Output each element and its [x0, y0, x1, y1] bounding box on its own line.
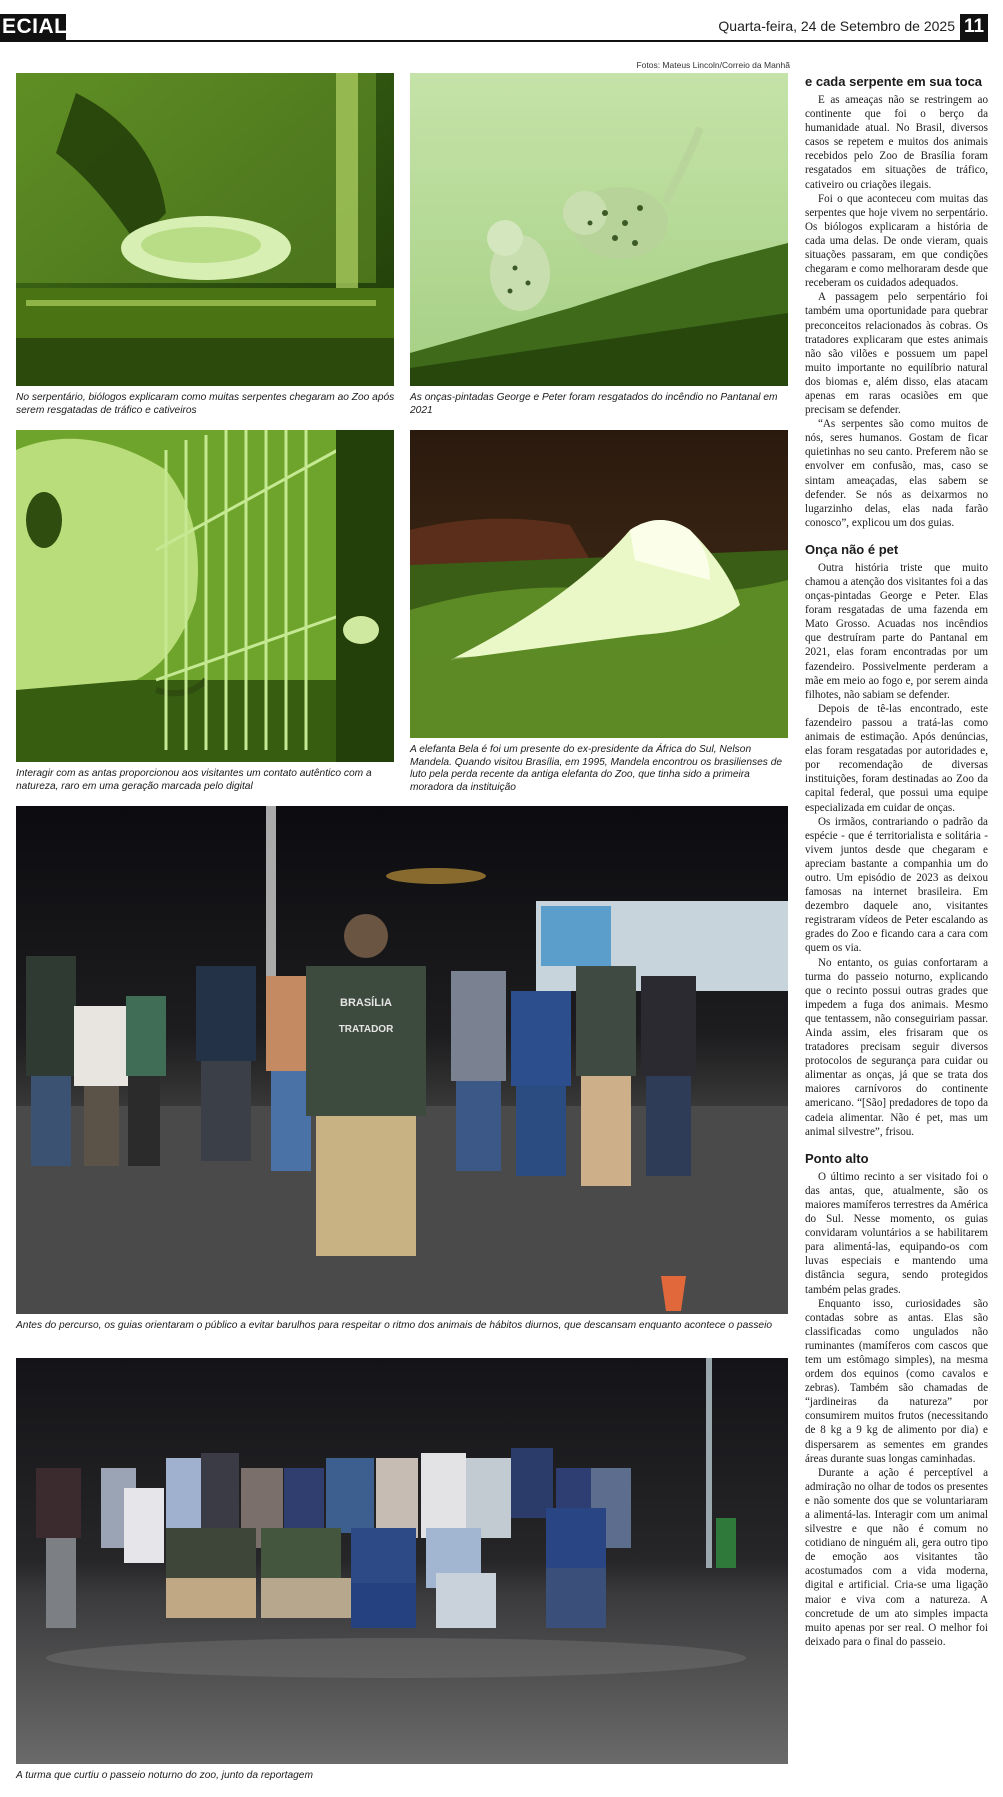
serpentarium-photo [16, 73, 394, 386]
article-paragraph: Foi o que aconteceu com muitas das serpentes que hoje vivem no serpentário. Os biólogos explicaram a história de cada uma delas. De onde vieram, quais situações passaram, em que condições chegaram e como melhoraram desde que receberam os cuidados adequados. [805, 192, 988, 290]
section-tag: ECIAL [2, 15, 68, 38]
article-heading-ponto-alto: Ponto alto [805, 1150, 869, 1166]
shirt-role-text: TRATADOR [338, 1024, 394, 1035]
article-paragraph: Os irmãos, contrariando o padrão da espécie - que é territorialista e solitária - vivem juntos desde que chegaram e apreciam bastante a companhia um do outro. Um episódio de 2023 as deixou famosas na internet brasileira. Em dezembro daquele ano, visitantes registraram vídeos de Peter escalando as grades do Zoo e ficando cara a cara com quem os via. [805, 815, 988, 955]
article-heading-onca: Onça não é pet [805, 541, 899, 557]
caption-jaguars: As onças-pintadas George e Peter foram resgatados do incêndio no Pantanal em 2021 [410, 392, 778, 416]
article-paragraph: Depois de tê-las encontrado, este fazendeiro passou a tratá-las como animais de estimação. Após denúncias, elas foram resgatadas por autoridades e, por recomendação de diversas instituições, foram destinadas ao Zoo da capital federal, que possui uma equipe especializada em cuidar de onças. [805, 702, 988, 814]
article-column [805, 74, 988, 1649]
caption-elephant: A elefanta Bela é foi um presente do ex-presidente da África do Sul, Nelson Mandela. Quando visitou Brasília, em 1995, Mandela encontrou os brasilienses de luto pela perda recente da antiga elefanta do Zoo, que tinha sido a primeira moradora da instituição [410, 744, 783, 793]
page-number: 11 [960, 14, 988, 40]
caption-briefing: Antes do percurso, os guias orientaram o público a evitar barulhos para respeitar o ritmo dos animais de hábitos diurnos, que descansam enquanto acontece o passeio [16, 1320, 773, 1331]
shirt-brand-text: BRASÍLIA [340, 997, 392, 1009]
article-paragraph: A passagem pelo serpentário foi também uma oportunidade para quebrar preconceitos relacionados às cobras. Os tratadores explicaram que estes animais não são vilões e possuem um papel muito importante no equilíbrio natural dos biomas e, além disso, elas atacam apenas em raras ocasiões em que precisam se defender. [805, 291, 988, 417]
article-paragraph: No entanto, os guias confortaram a turma do passeio noturno, explicando que o recinto possui outras grades que impedem a fuga dos animais. Mesmo que tentassem, não conseguiriam passar. Ainda assim, eles frisaram que os tratadores precisam seguir diversos protocolos de segurança para cuidar ou alimentar as onças, já que se trata dos maiores carnívoros do continente americano. “[São] predadores de topo da cadeia alimentar. Não é pet, mas um animal silvestre”, frisou. [805, 956, 988, 1138]
article-paragraph: Durante a ação é perceptível a admiração no olhar de todos os presentes e não somente dos que se voluntariaram a alimentá-las. Interagir com um animal silvestre e que não é comum no cotidiano de ninguém ali, gera outro tipo de emoção aos visitantes tão acostumados com a vida moderna, digital e artificial. Cria-se uma ligação maior e viva com a natureza. A concretude de um ato simples impacta muito apenas por ser real. O melhor foi deixado para o final do passeio. [805, 1466, 988, 1648]
photo-credit: Fotos: Mateus Lincoln/Correio da Manhã [636, 60, 790, 70]
group-portrait-photo [16, 1358, 788, 1764]
issue-date: Quarta-feira, 24 de Setembro de 2025 [718, 18, 955, 34]
article-paragraph: Outra história triste que muito chamou a atenção dos visitantes foi a das onças-pintadas George e Peter. Elas foram resgatadas de uma fazenda em Mato Grosso. Acuadas nos incêndios que destruíram parte do Pantanal em 2021, elas foram encontradas por um fazendeiro. Possivelmente perderam a mãe em meio ao fogo e, por serem ainda filhotes, não sabiam se defender. [805, 561, 988, 701]
header-rule [0, 40, 988, 42]
guide-briefing-photo [16, 806, 788, 1314]
article-heading-serpentes: e cada serpente em sua toca [805, 74, 983, 89]
caption-group: A turma que curtiu o passeio noturno do zoo, junto da reportagem [16, 1770, 313, 1781]
article-paragraph: O último recinto a ser visitado foi o das antas, que, atualmente, são os maiores mamíferos terrestres da América do Sul. Nesse momento, os guias convidaram voluntários a se habilitarem para alimentá-las, equipando-os com luvas especiais e mantendo uma distância segura, sendo protegidos também pelas grades. [805, 1170, 988, 1296]
article-paragraph: Enquanto isso, curiosidades são contadas sobre as antas. Elas são classificadas como ungulados não ruminantes (mamíferos com cascos que tem um estômago simples), na mesma ordem dos equinos (como cavalos e zebras). Também são chamadas de “jardineiras da natureza” por consumirem muitos frutos (necessitando de 8 kg a 9 kg de alimento por dia) e dispersarem as sementes em grandes áreas durante suas longas caminhadas. [805, 1297, 988, 1465]
article-paragraph: “As serpentes são como muitos de nós, seres humanos. Gostam de ficar quietinhas no seu canto. Preferem não se envolver em confusão, mas, caso se sintam ameaçadas, elas sabem se defender. Se nós as deixarmos no lugarzinho delas, elas nada farão conosco”, explicou um dos guias. [805, 418, 988, 529]
tapir-photo [16, 430, 394, 762]
jaguars-photo [410, 73, 788, 386]
caption-tapir: Interagir com as antas proporcionou aos visitantes um contato autêntico com a natureza, raro em uma geração marcada pelo digital [16, 768, 372, 792]
article-paragraph: E as ameaças não se restringem ao continente que foi o berço da humanidade atual. No Brasil, diversos casos se repetem e muitos dos animais recebidos pelo Zoo de Brasília foram resgatados em situações de tráfico, cativeiro ou criações ilegais. [805, 94, 988, 191]
elephant-photo [410, 430, 788, 738]
caption-serpentarium: No serpentário, biólogos explicaram como muitas serpentes chegaram ao Zoo após serem resgatadas de tráfico e cativeiros [16, 392, 395, 416]
